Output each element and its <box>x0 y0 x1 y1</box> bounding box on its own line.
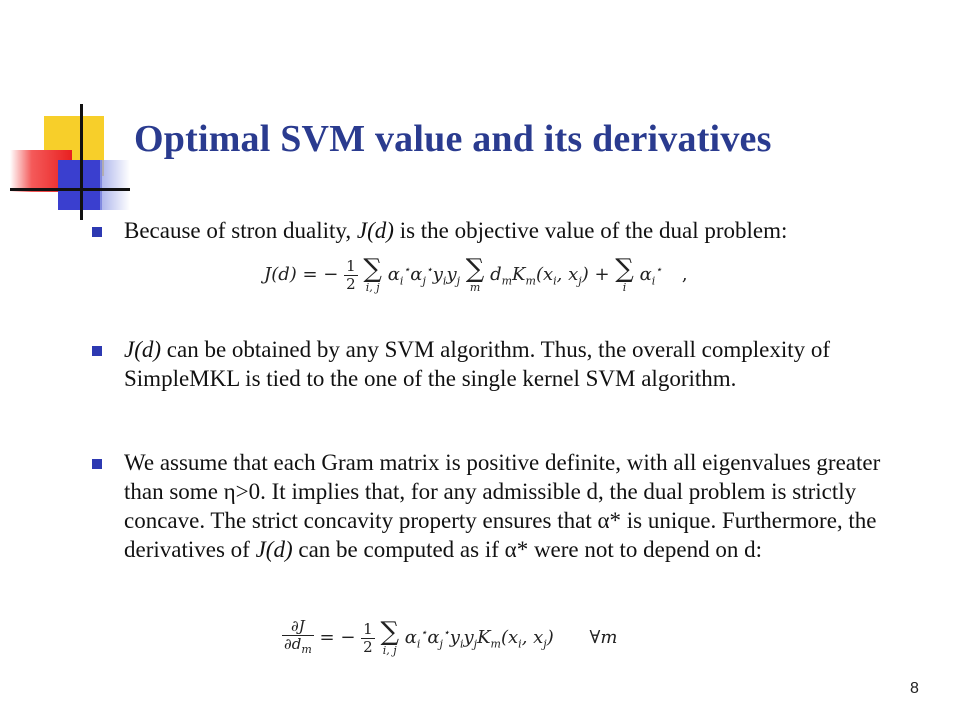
bullet-marker-2 <box>92 346 102 356</box>
bullet-text-1 <box>124 216 924 245</box>
bullet-3-text-a: We assume that each Gram matrix is positive definite, with all eigenvalues greater than some η>0. It implies that, for any admissible d, the dual problem is strictly concave. The strict concavity property ensures that α* is unique. Furthermore, the derivatives of <box>124 450 881 562</box>
formula1-half <box>344 258 358 293</box>
formula2-lhs <box>282 618 314 658</box>
formula1-sum2: ∑ m <box>465 254 485 294</box>
formula2-terms: $\alpha_i^⋆\alpha_j^⋆y_iy_jK_m(x_i$, $x_j$) <box>404 626 554 651</box>
formula2-forall: ∀m <box>589 627 618 648</box>
bullet-text-2 <box>124 335 924 393</box>
bullet-3-math: J(d) <box>255 537 293 562</box>
formula2-lhs-den: $\partial d_m$ <box>284 635 312 656</box>
formula1-sum2-limit: m <box>469 281 481 294</box>
formula2-sum-limit: i, j <box>382 644 397 657</box>
bullet-marker-1 <box>92 227 102 237</box>
bullet-1-text-a: Because of stron duality, <box>124 218 357 243</box>
formula1-terms-c: $\alpha_i^⋆$ <box>639 263 663 288</box>
formula2-half-den: 2 <box>363 637 373 656</box>
formula1-comma: , <box>681 264 688 285</box>
decor-vertical-line <box>80 104 83 220</box>
formula1-terms-b: $d_mK_m(x_i$, $x_j$) <box>490 264 589 288</box>
bullet-3-text-b: can be computed as if α* were not to depend on d: <box>292 537 762 562</box>
formula2-eq: = − <box>319 627 356 648</box>
page-number: 8 <box>910 680 919 697</box>
bullet-2-text: can be obtained by any SVM algorithm. Thus, the overall complexity of SimpleMKL is tied to the one of the single kernel SVM algorithm. <box>124 337 831 391</box>
bullet-2-math: J(d) <box>124 337 162 362</box>
formula-dual-objective <box>264 256 688 294</box>
formula1-sum3: ∑ i <box>615 254 634 294</box>
formula1-half-den: 2 <box>346 274 356 293</box>
formula-derivative <box>282 618 617 658</box>
bullet-marker-3 <box>92 459 102 469</box>
formula2-half <box>361 621 375 656</box>
formula2-sum: ∑ i, j <box>380 617 399 657</box>
bullet-text-3 <box>124 448 924 564</box>
formula2-half-num: 1 <box>363 619 373 638</box>
bullet-1-text-b: is the objective value of the dual problem: <box>393 218 788 243</box>
decor-blue-fade <box>100 160 130 210</box>
decor-horizontal-line <box>10 188 130 191</box>
bullet-1-math: J(d) <box>356 218 394 243</box>
formula1-terms-a: $\alpha_i^⋆\alpha_j^⋆y_iy_j$ <box>387 263 461 288</box>
formula1-sum3-limit: i <box>622 281 627 294</box>
formula1-sum1: ∑ i, j <box>363 254 382 294</box>
formula1-lhs: J(d) = − <box>264 264 339 285</box>
formula1-half-num: 1 <box>346 256 356 275</box>
formula1-sum1-limit: i, j <box>365 281 380 294</box>
formula2-lhs-num: ∂J <box>282 618 314 636</box>
formula1-plus: + <box>594 264 616 285</box>
slide-title: Optimal SVM value and its derivatives <box>134 118 772 160</box>
